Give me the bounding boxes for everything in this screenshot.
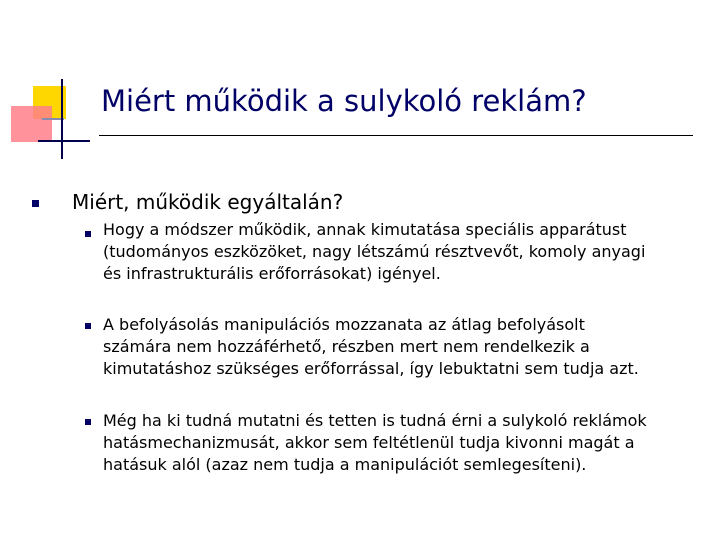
sub-bullet-square-icon — [85, 323, 91, 329]
sub-bullet-3-line-3: hatásuk alól (azaz nem tudja a manipulációt semlegesíteni). — [103, 455, 587, 474]
title-underline — [99, 135, 693, 136]
slide-title: Miért működik a sulykoló reklám? — [101, 84, 587, 118]
slide-logo-decoration — [0, 0, 90, 170]
sub-bullet-3-line-2: hatásmechanizmusát, akkor sem feltétlenül tudja kivonni magát a — [103, 433, 635, 452]
sub-bullet-2-line-2: számára nem hozzáférhető, részben mert nem rendelkezik a — [103, 337, 590, 356]
main-bullet-text: Miért, működik egyáltalán? — [72, 190, 344, 214]
sub-bullet-1-line-3: és infrastrukturális erőforrásokat) igényel. — [103, 264, 441, 283]
sub-bullet-1 — [103, 219, 701, 285]
sub-bullet-square-icon — [85, 231, 91, 237]
sub-bullet-square-icon — [85, 419, 91, 425]
sub-bullet-2-line-3: kimutatáshoz szükséges erőforrással, így lebuktatni sem tudja azt. — [103, 359, 639, 378]
logo-red-square — [11, 106, 52, 142]
logo-vertical-line — [61, 79, 63, 159]
sub-bullet-1-line-1: Hogy a módszer működik, annak kimutatása speciális apparátust — [103, 220, 627, 239]
sub-bullet-2-line-1: A befolyásolás manipulációs mozzanata az átlag befolyásolt — [103, 315, 585, 334]
sub-bullet-3 — [103, 410, 701, 476]
sub-bullet-2 — [103, 314, 701, 380]
sub-bullet-3-line-1: Még ha ki tudná mutatni és tetten is tudná érni a sulykoló reklámok — [103, 411, 647, 430]
sub-bullet-1-line-2: (tudományos eszközöket, nagy létszámú résztvevőt, komoly anyagi — [103, 242, 646, 261]
bullet-square-icon — [32, 200, 39, 207]
logo-horizontal-line — [38, 140, 90, 142]
